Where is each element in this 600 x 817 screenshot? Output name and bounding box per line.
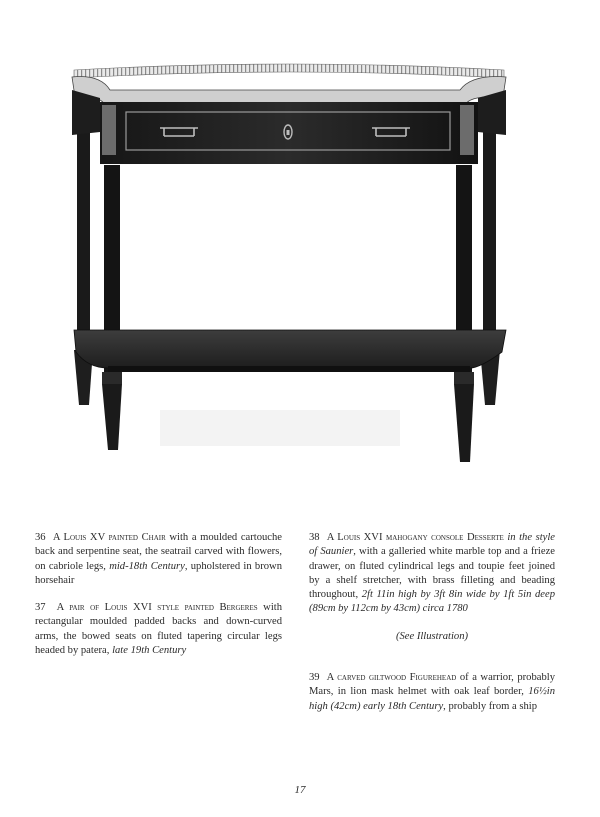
lot-style-note: in the style of Saunier — [309, 532, 556, 558]
lot-number: 37 — [35, 602, 46, 614]
lot-title: A carved giltwood Figurehead — [326, 672, 457, 684]
console-desserte-photograph — [60, 50, 520, 480]
lot-37 — [35, 601, 282, 658]
lot-number: 38 — [309, 532, 320, 543]
lot-38 — [309, 531, 555, 617]
see-illustration-note: (See Illustration) — [395, 630, 469, 642]
lot-dimensions: 16½in high (42cm) early 18th Century — [309, 686, 555, 712]
lot-description: of a warrior, probably Mars, in lion mask helmet with oak leaf border, — [309, 672, 555, 698]
lot-number: 36 — [35, 532, 46, 543]
lot-description: , with a galleried white marble top and a frieze drawer, on fluted cylindrical legs and toupie feet joined by a shelf stretcher, with brass filleting and beading throughout, — [309, 546, 555, 601]
lot-date: late 19th Century — [112, 645, 187, 657]
left-column — [35, 531, 282, 658]
lot-39 — [309, 671, 555, 714]
lot-36 — [35, 531, 282, 588]
lot-tail: , upholstered in brown horsehair — [35, 560, 282, 586]
lot-description: with a moulded cartouche back and serpentine seat, the seatrail carved with flowers, on cabriole legs, — [35, 532, 282, 572]
lot-tail: , probably from a ship — [443, 700, 538, 712]
lot-description: with rectangular moulded padded backs and down-curved arms, the bowed seats on fluted tapering circular legs headed by patera, — [35, 602, 283, 657]
lot-title: A pair of Louis XVI style painted Bergeres — [56, 602, 258, 614]
lot-dimensions: 2ft 11in high by 3ft 8in wide by 1ft 5in deep (89cm by 112cm by 43cm) circa 1780 — [309, 589, 555, 615]
lot-number: 39 — [309, 672, 320, 684]
page-number: 17 — [294, 784, 306, 796]
lot-title: A Louis XVI mahogany console Desserte — [326, 532, 504, 543]
lot-date: mid-18th Century — [109, 560, 185, 572]
lot-title: A Louis XV painted Chair — [52, 532, 166, 543]
right-column — [309, 531, 555, 714]
